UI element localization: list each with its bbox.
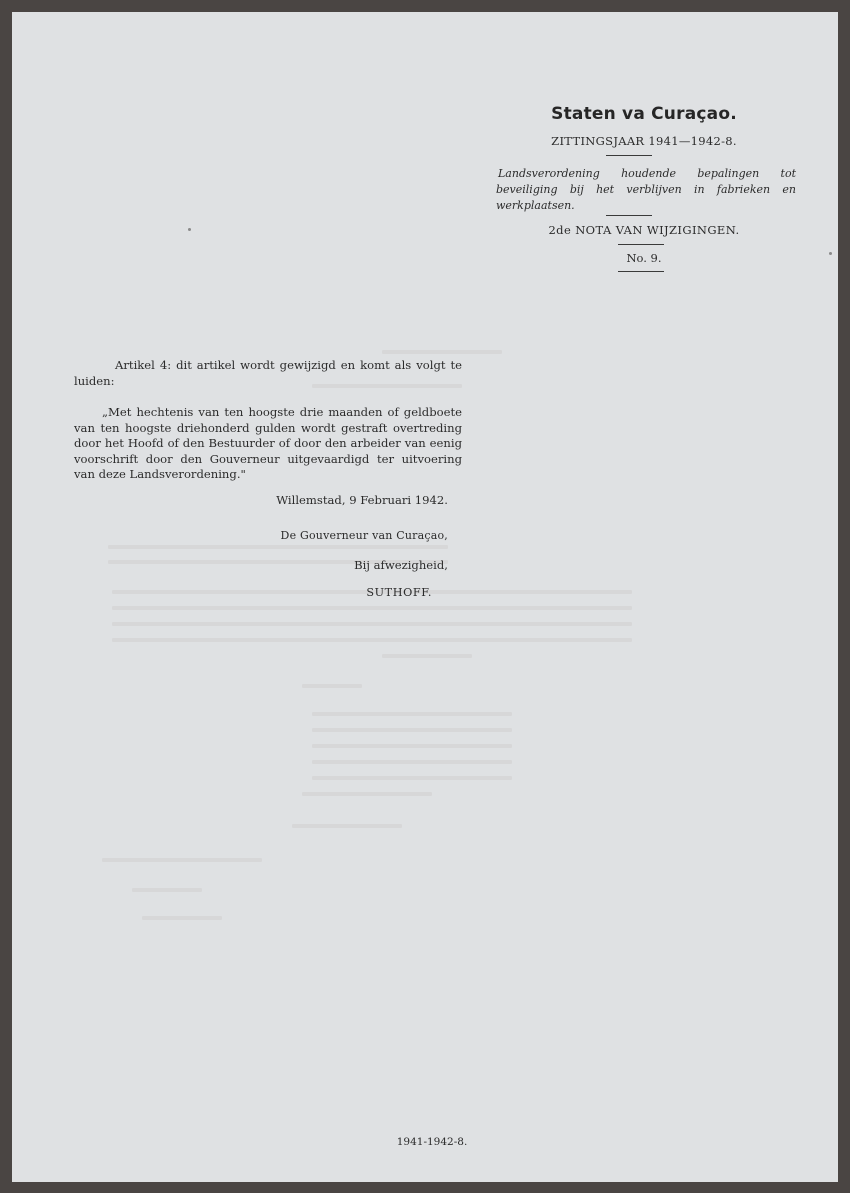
article-intro: Artikel 4: dit artikel wordt gewijzigd en komt als volgt te luiden: [74,358,462,388]
document-page [12,12,838,1182]
header-divider [606,155,652,156]
date-line: Willemstad, 9 Februari 1942. [276,493,448,507]
parliament-title: Staten va Curaçao. [551,104,737,124]
page-footer-code: 1941-1942-8. [396,1136,468,1148]
document-number: No. 9. [626,251,662,265]
header-divider [618,271,664,272]
governor-line: De Gouverneur van Curaçao, [280,529,448,542]
signature: SUTHOFF. [366,586,432,599]
session-year: ZITTINGSJAAR 1941—1942-8. [551,134,737,148]
header-divider [618,244,664,245]
header-divider [606,215,652,216]
article-text: „Met hechtenis van ten hoogste drie maanden of geldboete van ten hoogste driehonderd gulden wordt gestraft overtreding door het Hoofd of den Bestuurder of door den arbeider van eenig voorschrift door den Gouverneur uitgevaardigd ter uitvoering van deze Landsverordening." [74,405,462,481]
absence-line: Bij afwezigheid, [354,558,448,572]
ordinance-subject: Landsverordening houdende bepalingen tot beveiliging bij het verblijven in fabrieken en werkplaatsen. [496,167,796,212]
amendment-note-title: 2de NOTA VAN WIJZIGINGEN. [548,223,740,237]
